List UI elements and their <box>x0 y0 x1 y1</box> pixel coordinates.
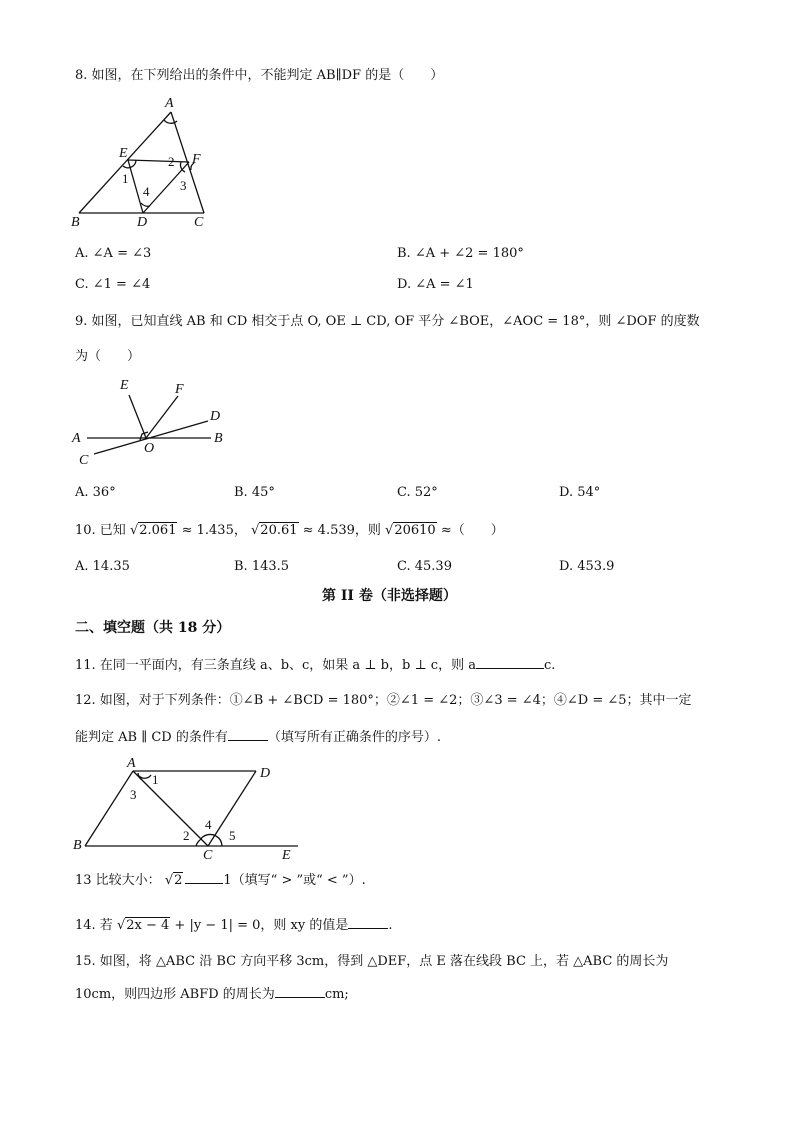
q11-text-1: 11. 在同一平面内，有三条直线 a、b、c，如果 a ⊥ b，b ⊥ c，则 a <box>75 658 476 673</box>
q8-option-c: C. ∠1 = ∠4 <box>75 277 151 292</box>
q13-text-1: 13 比较大小： <box>75 873 161 888</box>
q14-text-2: + |y − 1| = 0，则 xy 的值是 <box>174 918 349 933</box>
q8-angle-3: 3 <box>180 178 187 193</box>
q12-label-C: C <box>203 848 213 863</box>
q9-label-D: D <box>210 409 221 424</box>
q9-label-O: O <box>144 441 155 456</box>
q8-angle-2: 2 <box>168 154 175 169</box>
q9-option-c: C. 52° <box>397 485 438 500</box>
q8-option-b: B. ∠A + ∠2 = 180° <box>397 246 524 261</box>
q15-text-2b: cm; <box>324 987 349 1002</box>
q12-stem: 12. 如图，对于下列条件：①∠B + ∠BCD = 180°；②∠1 = ∠2；③∠3 = ∠4；④∠D = ∠5；其中一定 <box>75 693 692 708</box>
q12-angle-2: 2 <box>183 828 190 843</box>
q15-stem: 15. 如图，将 △ABC 沿 BC 方向平移 3cm，得到 △DEF，点 E 落在线段 BC 上，若 △ABC 的周长为 <box>75 954 669 969</box>
q13-answer-blank[interactable] <box>185 871 223 884</box>
q8-option-a: A. ∠A = ∠3 <box>75 246 152 261</box>
q12-label-B: B <box>73 838 82 853</box>
q10-sqrt-1: √2.061 <box>129 523 177 538</box>
q12-angle-3: 3 <box>130 787 137 802</box>
q8-label-B: B <box>71 215 80 230</box>
q12-angle-5: 5 <box>229 828 236 843</box>
q12-label-A: A <box>127 756 136 771</box>
q14-stem <box>75 916 393 934</box>
q10-radicand-2: 20.61 <box>260 523 298 538</box>
q10-radicand-1: 2.061 <box>139 523 177 538</box>
q10-radicand-3: 20610 <box>394 523 436 538</box>
q10-text-4: ≈（ ） <box>440 523 504 538</box>
q10-text-3: ≈ 4.539，则 <box>302 523 381 538</box>
q9-label-C: C <box>79 453 89 468</box>
q11-text-2: c. <box>543 658 556 673</box>
q9-option-a: A. 36° <box>75 485 116 500</box>
part-heading: 二、填空题（共 18 分） <box>75 620 231 636</box>
q9-stem-line2: 为（ ） <box>75 349 141 364</box>
q9-label-F: F <box>175 382 184 397</box>
q15-answer-blank[interactable] <box>275 985 325 998</box>
q13-text-2: 1（填写“ > ”或“ < ”）. <box>223 873 366 888</box>
q12-text-2a: 能判定 AB ∥ CD 的条件有 <box>75 730 228 745</box>
q13-stem <box>75 871 366 889</box>
q8-label-C: C <box>194 215 204 230</box>
q15-text-2a: 10cm，则四边形 ABFD 的周长为 <box>75 987 275 1002</box>
q13-radicand: 2 <box>174 873 183 888</box>
q9-option-b: B. 45° <box>234 485 275 500</box>
q10-option-c: C. 45.39 <box>397 559 452 574</box>
q10-sqrt-3: √20610 <box>385 523 436 538</box>
q14-radicand: 2x − 4 <box>126 918 170 933</box>
q8-label-D: D <box>137 215 148 230</box>
q8-label-A: A <box>165 96 174 111</box>
q9-stem: 9. 如图，已知直线 AB 和 CD 相交于点 O, OE ⊥ CD, OF 平分 ∠BOE，∠AOC = 18°，则 ∠DOF 的度数 <box>75 314 700 329</box>
q14-sqrt: √2x − 4 <box>116 918 170 933</box>
q8-label-F: F <box>192 152 201 167</box>
q14-answer-blank[interactable] <box>348 916 388 929</box>
q10-option-d: D. 453.9 <box>559 559 615 574</box>
q9-option-d: D. 54° <box>559 485 601 500</box>
q15-stem-line2 <box>75 985 349 1003</box>
q8-angle-1: 1 <box>122 171 129 186</box>
section-title: 第 II 卷（非选择题） <box>322 588 457 604</box>
q10-text-1: 10. 已知 <box>75 523 126 538</box>
q8-stem: 8. 如图，在下列给出的条件中，不能判定 AB∥DF 的是（ ） <box>75 68 444 83</box>
q14-text-1: 14. 若 <box>75 918 113 933</box>
q8-option-d: D. ∠A = ∠1 <box>397 277 474 292</box>
q13-sqrt: √2 <box>164 873 183 888</box>
q8-angle-4: 4 <box>143 184 150 199</box>
q14-text-3: . <box>388 918 393 933</box>
q10-option-b: B. 143.5 <box>234 559 290 574</box>
q12-angle-4: 4 <box>205 817 212 832</box>
q12-label-E: E <box>282 848 291 863</box>
q9-label-A: A <box>72 431 81 446</box>
q10-text-2: ≈ 1.435， <box>181 523 247 538</box>
q10-sqrt-2: √20.61 <box>251 523 298 538</box>
q9-label-E: E <box>120 378 129 393</box>
q12-label-D: D <box>260 766 271 781</box>
q9-label-B: B <box>214 431 223 446</box>
q12-angle-1: 1 <box>152 772 159 787</box>
q8-label-E: E <box>119 146 128 161</box>
q10-option-a: A. 14.35 <box>75 559 130 574</box>
q12-text-2b: （填写所有正确条件的序号）. <box>267 730 441 745</box>
